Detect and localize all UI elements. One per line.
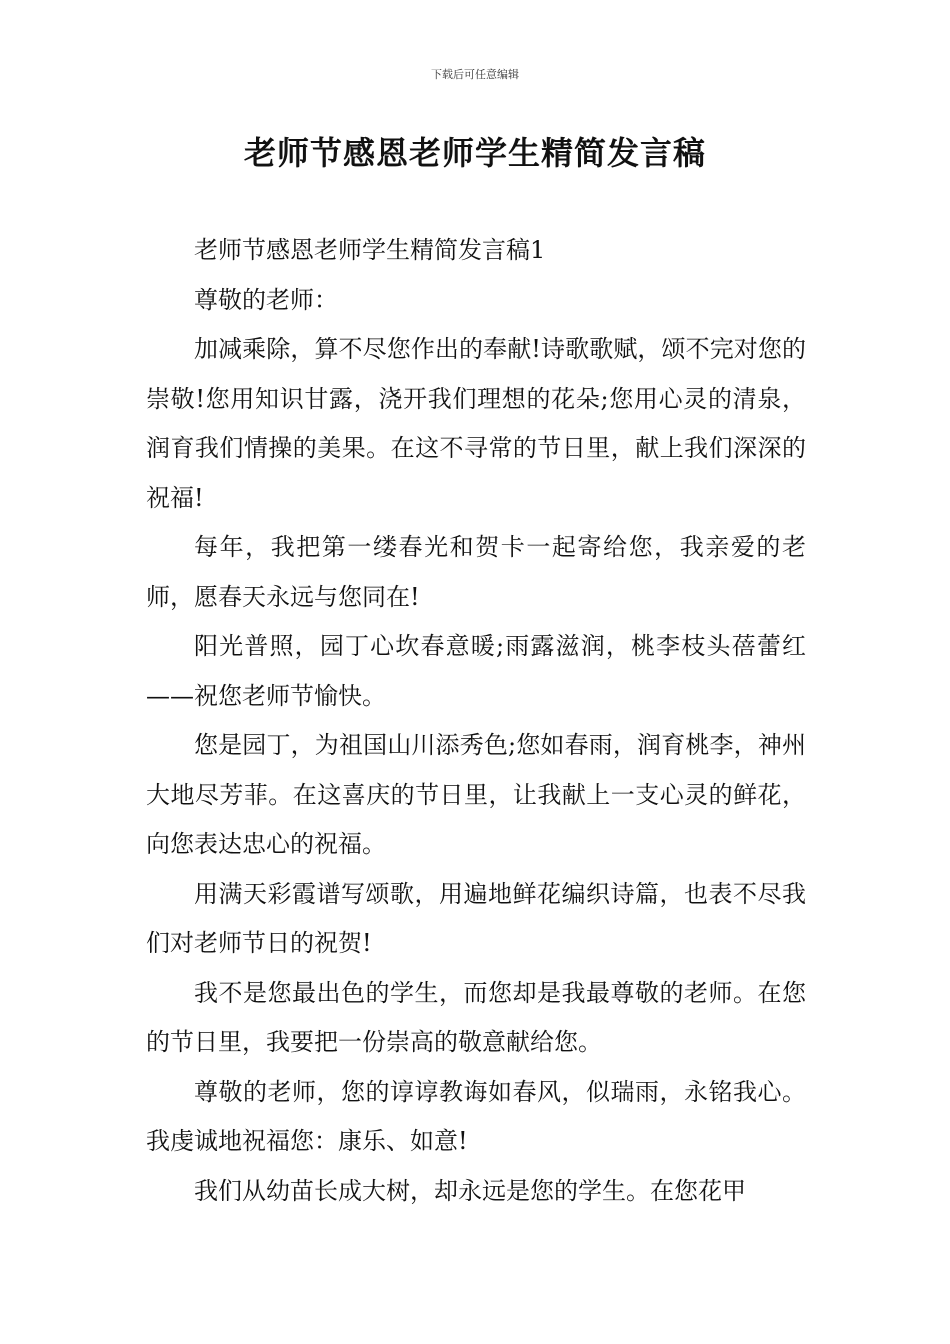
paragraph: 我们从幼苗长成大树，却永远是您的学生。在您花甲 (194, 1176, 746, 1205)
paragraph: 尊敬的老师，您的谆谆教诲如春风，似瑞雨，永铭我心。我虔诚地祝福您：康乐、如意! (146, 1077, 806, 1155)
paragraph: 加减乘除，算不尽您作出的奉献!诗歌歌赋，颂不完对您的崇敬!您用知识甘露，浇开我们理想的花朵;您用心灵的清泉，润育我们情操的美果。在这不寻常的节日里，献上我们深深的祝福! (146, 335, 806, 512)
paragraph: 我不是您最出色的学生，而您却是我最尊敬的老师。在您的节日里，我要把一份崇高的敬意献给您。 (146, 978, 806, 1056)
paragraph: 用满天彩霞谱写颂歌，用遍地鲜花编织诗篇，也表不尽我们对老师节日的祝贺! (146, 879, 806, 957)
paragraph: 阳光普照，园丁心坎春意暖;雨露滋润，桃李枝头蓓蕾红——祝您老师节愉快。 (146, 632, 806, 710)
paragraph: 您是园丁，为祖国山川添秀色;您如春雨，润育桃李，神州大地尽芳菲。在这喜庆的节日里，让我献上一支心灵的鲜花，向您表达忠心的祝福。 (146, 731, 806, 858)
document-body (146, 226, 806, 1216)
paragraph-subtitle: 老师节感恩老师学生精简发言稿1 (194, 236, 546, 264)
paragraph: 每年，我把第一缕春光和贺卡一起寄给您，我亲爱的老师，愿春天永远与您同在! (146, 533, 806, 611)
header-note: 下载后可任意编辑 (431, 68, 519, 81)
page-title: 老师节感恩老师学生精简发言稿 (243, 134, 706, 172)
paragraph-salutation: 尊敬的老师： (194, 285, 338, 314)
